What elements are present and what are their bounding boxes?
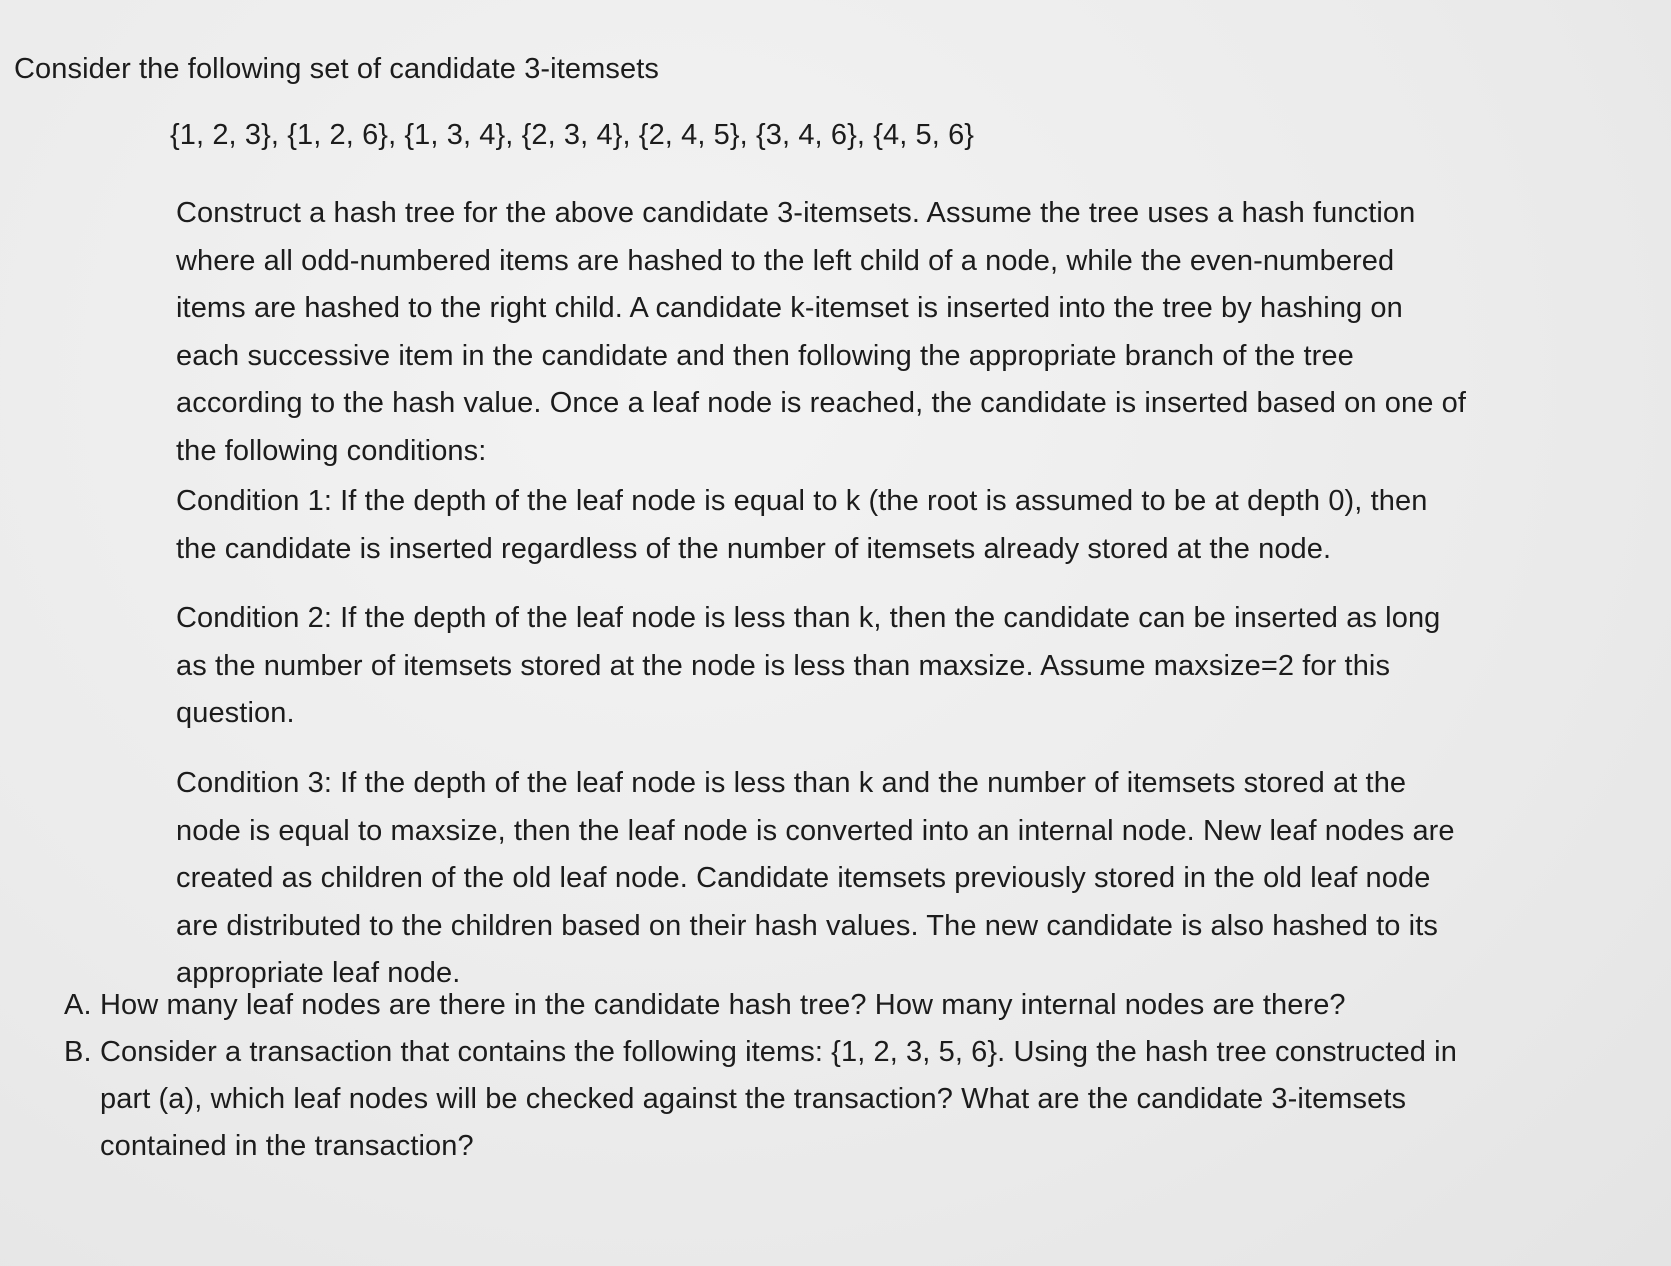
condition-1-paragraph — [176, 478, 1556, 573]
question-b-marker: B. — [64, 1036, 92, 1068]
construct-paragraph — [176, 190, 1556, 475]
condition-3-paragraph — [176, 760, 1556, 998]
condition-1-text: Condition 1: If the depth of the leaf node is equal to k (the root is assumed to be at depth 0), then the candidate is inserted regardless of the number of itemsets already stored at the node. — [176, 485, 1428, 565]
question-a-marker: A. — [64, 989, 92, 1021]
construct-text: Construct a hash tree for the above candidate 3-itemsets. Assume the tree uses a hash function where all odd-numbered items are hashed to the left child of a node, while the even-numbered items are hashed to the right child. A candidate k-itemset is inserted into the tree by hashing on each successive item in the candidate and then following the appropriate branch of the tree according to the hash value. Once a leaf node is reached, the candidate is inserted based on one of the following conditions: — [176, 197, 1466, 467]
condition-3-text: Condition 3: If the depth of the leaf node is less than k and the number of itemsets stored at the node is equal to maxsize, then the leaf node is converted into an internal node. New leaf nodes are created as children of the old leaf node. Candidate itemsets previously stored in the old leaf node are distributed to the children based on their hash values. The new candidate is also hashed to its appropriate leaf node. — [176, 767, 1455, 989]
question-a-text: How many leaf nodes are there in the candidate hash tree? How many internal nodes are there? — [100, 989, 1346, 1021]
questions-list — [60, 982, 1620, 1170]
question-b — [60, 1029, 1620, 1170]
question-a — [60, 982, 1620, 1029]
condition-2-paragraph — [176, 595, 1556, 738]
condition-2-text: Condition 2: If the depth of the leaf node is less than k, then the candidate can be inserted as long as the number of itemsets stored at the node is less than maxsize. Assume maxsize=2 for this question. — [176, 602, 1441, 729]
candidate-itemsets: {1, 2, 3}, {1, 2, 6}, {1, 3, 4}, {2, 3, 4}, {2, 4, 5}, {3, 4, 6}, {4, 5, 6} — [170, 119, 975, 151]
question-b-text: Consider a transaction that contains the following items: {1, 2, 3, 5, 6}. Using the hash tree constructed in part (a), which leaf nodes will be checked against the transaction? What are the candidate 3-itemsets contained in the transaction? — [100, 1036, 1457, 1162]
intro-text: Consider the following set of candidate 3-itemsets — [14, 53, 659, 85]
